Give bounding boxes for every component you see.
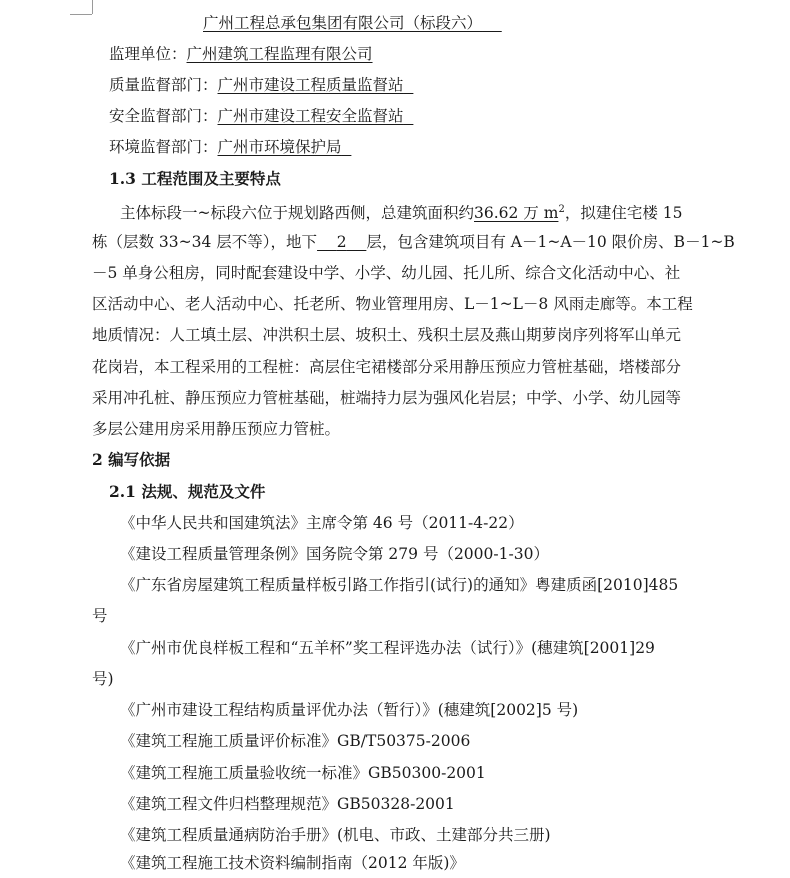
paragraph-line: 多层公建用房采用静压预应力管桩。 bbox=[92, 420, 341, 438]
reference-item: 《建筑工程施工质量评价标准》GB/T50375-2006 bbox=[120, 732, 471, 750]
reference-item: 《广州市建设工程结构质量评优办法（暂行）》(穗建筑[2002]5 号) bbox=[120, 701, 579, 719]
section-heading-1-3: 1.3 工程范围及主要特点 bbox=[109, 169, 281, 188]
reference-item: 《建筑工程施工技术资料编制指南（2012 年版)》 bbox=[120, 854, 465, 872]
env-dept-label: 环境监督部门： bbox=[109, 138, 218, 156]
safety-dept-label: 安全监督部门： bbox=[109, 107, 218, 125]
quality-dept-value: 广州市建设工程质量监督站 bbox=[217, 76, 404, 94]
supervision-unit-label: 监理单位： bbox=[109, 45, 187, 63]
reference-item: 《广州市优良样板工程和“五羊杯”奖工程评选办法（试行）》(穗建筑[2001]29 bbox=[120, 639, 655, 657]
quality-dept-line bbox=[109, 70, 413, 100]
reference-item: 《广东省房屋建筑工程质量样板引路工作指引(试行)的通知》粤建质函[2010]485 bbox=[120, 576, 679, 594]
quality-dept-label: 质量监督部门： bbox=[109, 76, 218, 94]
margin-corner-mark bbox=[92, 0, 93, 14]
reference-item: 《中华人民共和国建筑法》主席令第 46 号（2011-4-22） bbox=[120, 514, 524, 532]
paragraph-line: 主体标段一~标段六位于规划路西侧，总建筑面积约36.62 万 $m^2$，拟建住宅楼 15 bbox=[120, 204, 683, 223]
env-dept-value: 广州市环境保护局 bbox=[217, 138, 342, 156]
section-heading-2-1: 2.1 法规、规范及文件 bbox=[109, 482, 266, 501]
paragraph-line: 花岗岩，本工程采用的工程桩：高层住宅裙楼部分采用静压预应力管桩基础，塔楼部分 bbox=[92, 358, 682, 376]
safety-dept-line bbox=[109, 101, 413, 131]
margin-corner-mark bbox=[70, 14, 92, 15]
underground-floors-value: 2 bbox=[336, 233, 347, 251]
reference-item: 《建筑工程文件归档整理规范》GB50328-2001 bbox=[120, 795, 455, 813]
paragraph-line: 采用冲孔桩、静压预应力管桩基础，桩端持力层为强风化岩层；中学、小学、幼儿园等 bbox=[92, 389, 682, 407]
env-dept-line bbox=[109, 132, 351, 162]
reference-item-continuation: 号) bbox=[92, 670, 114, 688]
company-title: 广州工程总承包集团有限公司（标段六） bbox=[203, 14, 483, 32]
reference-item-continuation: 号 bbox=[92, 607, 108, 625]
reference-item: 《建设工程质量管理条例》国务院令第 279 号（2000-1-30） bbox=[120, 545, 549, 563]
supervision-unit-line bbox=[109, 39, 373, 69]
total-area-value: 36.62 万 m bbox=[474, 204, 559, 223]
paragraph-line: 地质情况：人工填土层、冲洪积土层、坡积土、残积土层及燕山期萝岗序列将军山单元 bbox=[92, 326, 682, 344]
reference-item: 《建筑工程施工质量验收统一标准》GB50300-2001 bbox=[120, 764, 486, 782]
paragraph-line: 区活动中心、老人活动中心、托老所、物业管理用房、L－1~L－8 风雨走廊等。本工程 bbox=[92, 295, 693, 313]
reference-item: 《建筑工程质量通病防治手册》(机电、市政、土建部分共三册) bbox=[120, 826, 551, 844]
safety-dept-value: 广州市建设工程安全监督站 bbox=[217, 107, 404, 125]
supervision-unit-value: 广州建筑工程监理有限公司 bbox=[186, 45, 373, 63]
section-heading-2: 2 编写依据 bbox=[92, 450, 171, 469]
paragraph-line: 栋（层数 33~34 层不等），地下 2 层，包含建筑项目有 A－1~A－10 限价房、B－1~B bbox=[92, 233, 735, 251]
paragraph-line: －5 单身公租房，同时配套建设中学、小学、幼儿园、托儿所、综合文化活动中心、社 bbox=[92, 264, 681, 282]
